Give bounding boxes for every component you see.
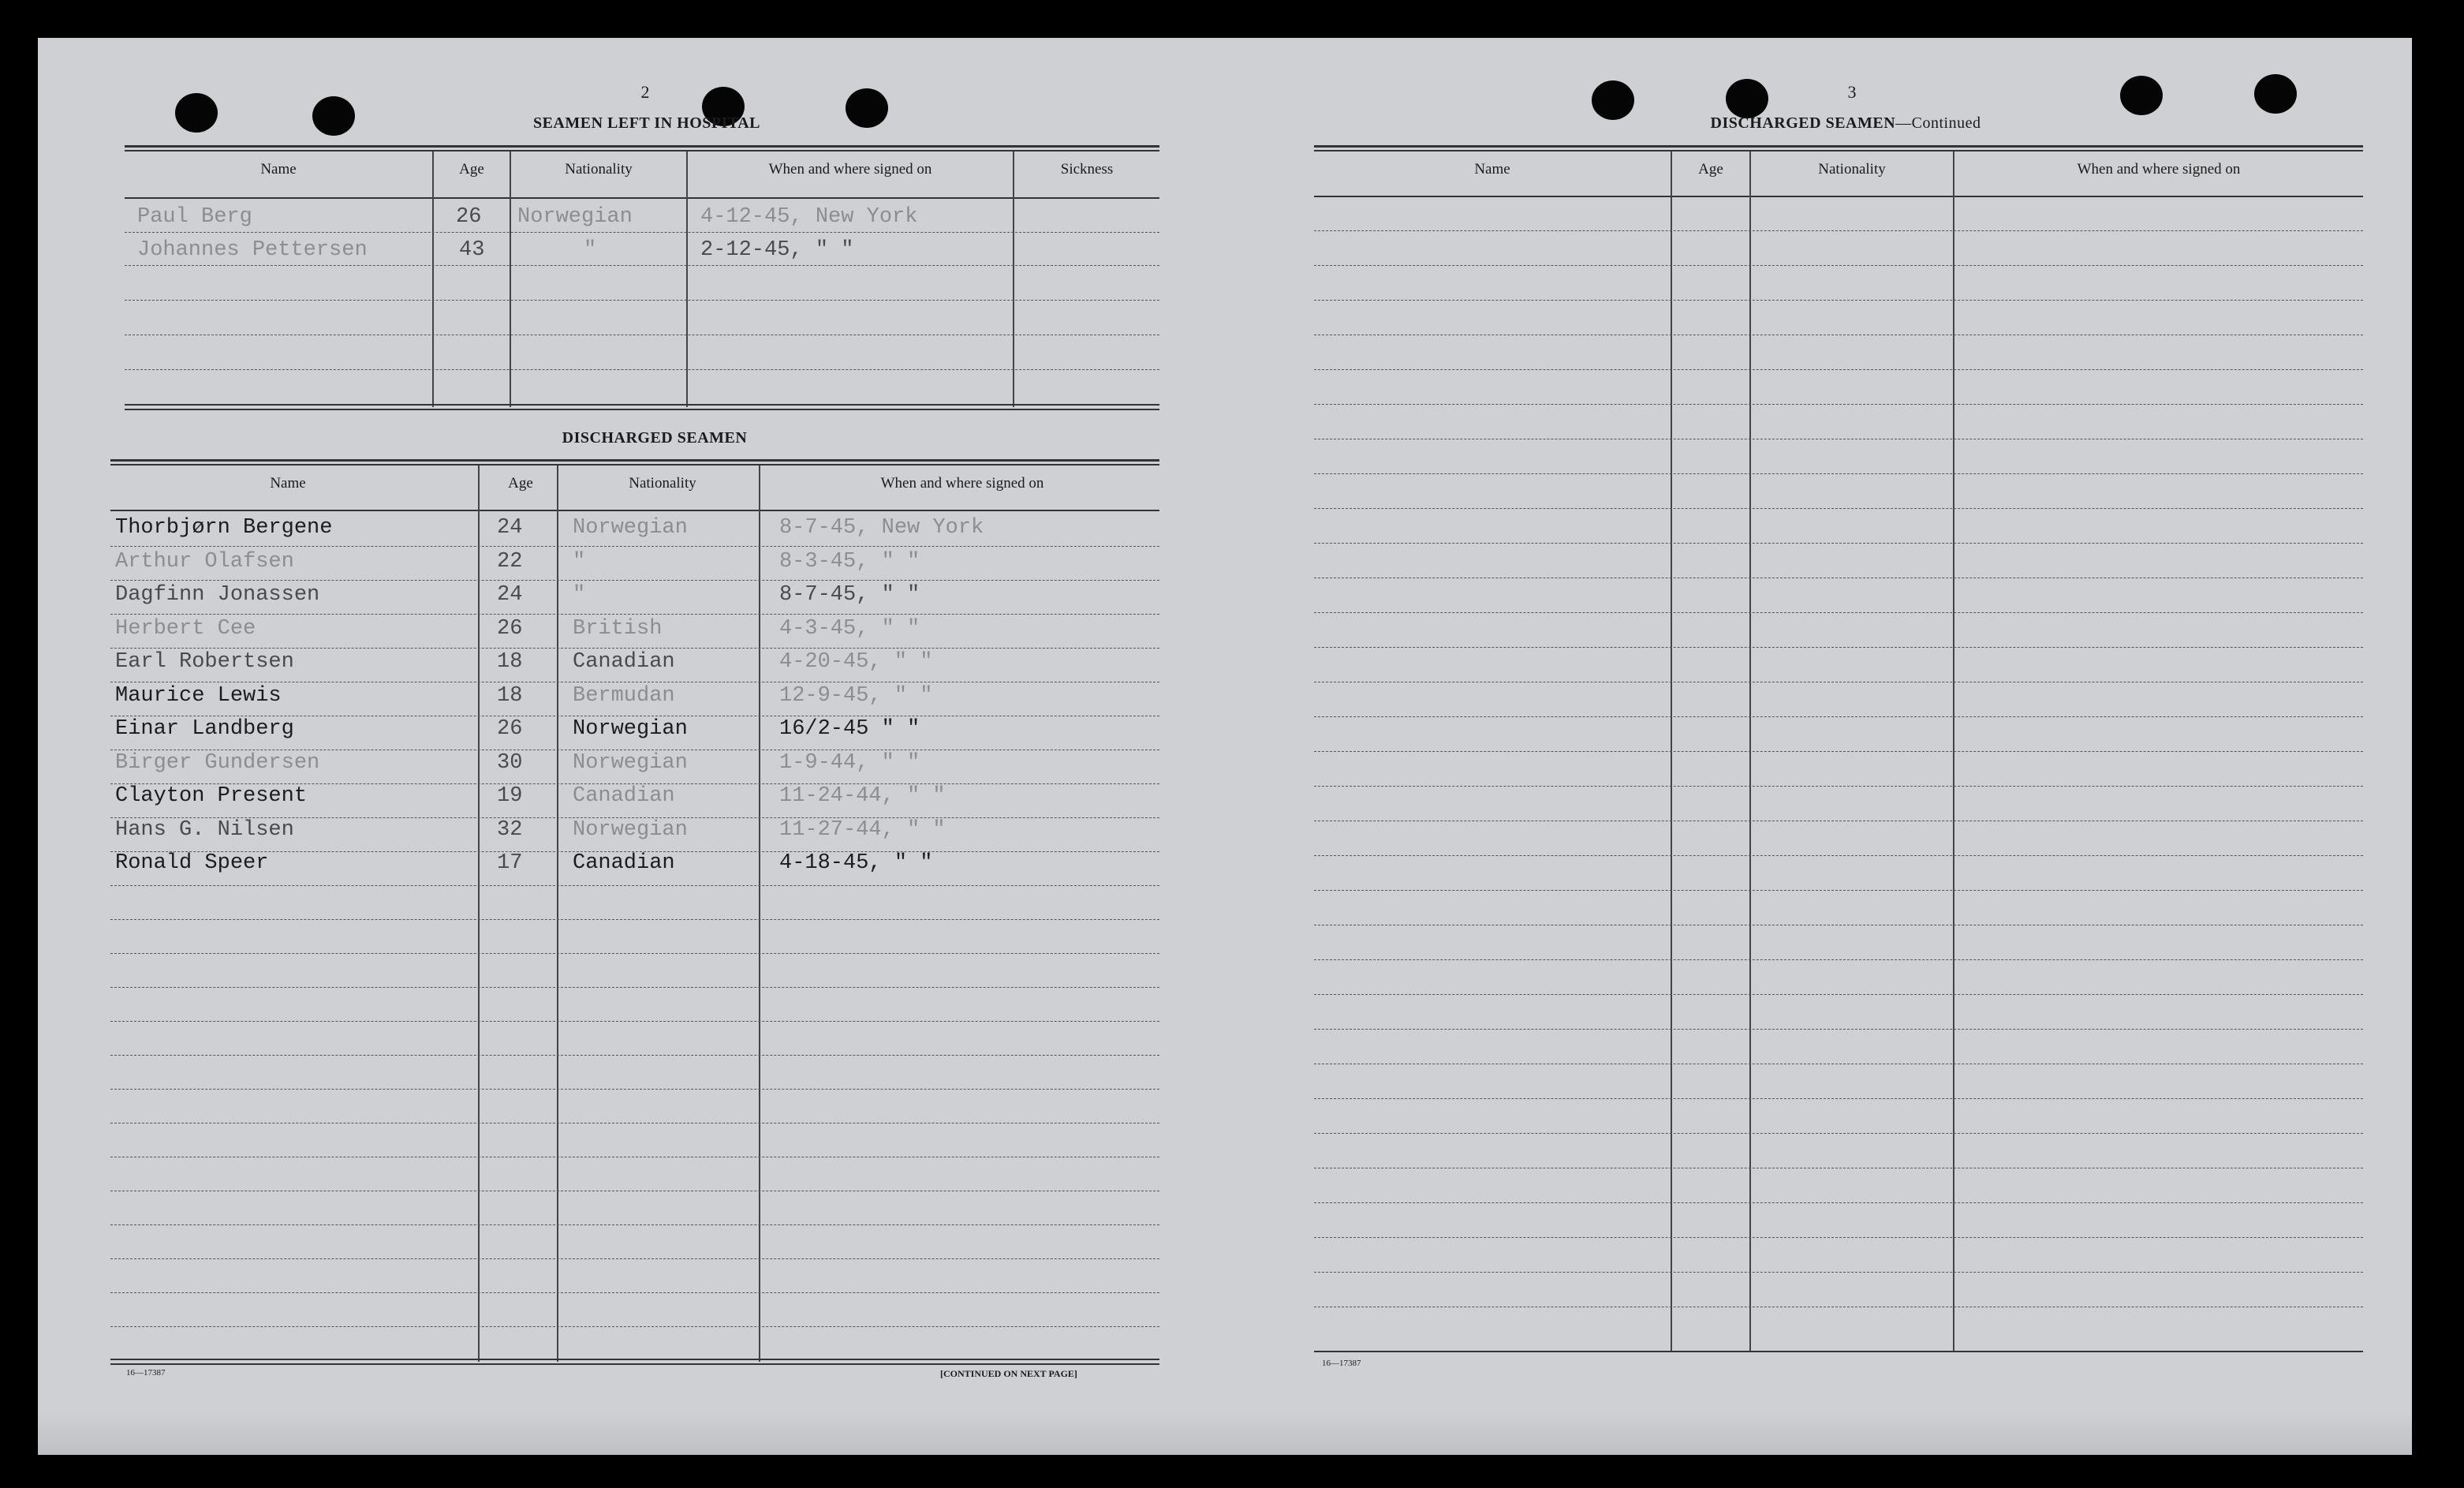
hospital-table bbox=[125, 145, 1159, 410]
row-line bbox=[1314, 959, 2363, 960]
row-line bbox=[110, 648, 1159, 649]
row-line bbox=[1314, 404, 2363, 405]
row-line bbox=[1314, 1029, 2363, 1030]
table-bottom-rule bbox=[125, 404, 1159, 406]
discharged-row-7-signed-on: 16/2-45 " " bbox=[779, 717, 920, 741]
column-header-name: Name bbox=[1474, 161, 1510, 178]
discharged-row-4-age: 26 bbox=[497, 616, 523, 641]
discharged-row-1-nationality: Norwegian bbox=[573, 516, 688, 540]
discharged-continued-title-suffix: —Continued bbox=[1895, 114, 1981, 132]
table-bottom-rule bbox=[110, 1359, 1159, 1360]
row-line bbox=[110, 1089, 1159, 1090]
discharged-row-7-age: 26 bbox=[497, 717, 523, 741]
row-line bbox=[110, 1021, 1159, 1022]
row-line bbox=[1314, 1133, 2363, 1134]
column-divider bbox=[1749, 151, 1751, 1352]
row-line bbox=[1314, 751, 2363, 752]
discharged-row-10-nationality: Norwegian bbox=[573, 817, 688, 842]
discharged-row-2-age: 22 bbox=[497, 549, 523, 574]
row-line bbox=[125, 265, 1159, 266]
continued-note: [CONTINUED ON NEXT PAGE] bbox=[940, 1368, 1077, 1379]
row-line bbox=[110, 953, 1159, 954]
hospital-row-1-age: 26 bbox=[456, 205, 482, 229]
discharged-row-9-name: Clayton Present bbox=[115, 784, 308, 808]
hospital-row-1-name: Paul Berg bbox=[137, 205, 252, 229]
discharged-row-3-age: 24 bbox=[497, 583, 523, 607]
discharged-row-6-age: 18 bbox=[497, 683, 523, 708]
row-line bbox=[110, 885, 1159, 886]
discharged-row-5-age: 18 bbox=[497, 650, 523, 674]
form-code-right: 16—17387 bbox=[1322, 1359, 1361, 1368]
discharged-continued-title bbox=[1656, 114, 2035, 133]
punch-hole bbox=[175, 93, 218, 133]
row-line bbox=[125, 232, 1159, 233]
discharged-row-3-nationality: " bbox=[573, 583, 586, 607]
discharged-row-3-signed-on: 8-7-45, " " bbox=[779, 583, 920, 607]
row-line bbox=[110, 987, 1159, 988]
row-line bbox=[110, 546, 1159, 547]
punch-hole bbox=[1726, 79, 1768, 118]
discharged-row-8-age: 30 bbox=[497, 750, 523, 775]
discharged-row-1-age: 24 bbox=[497, 516, 523, 540]
discharged-row-11-nationality: Canadian bbox=[573, 851, 675, 875]
row-line bbox=[1314, 473, 2363, 474]
discharged-row-1-signed-on: 8-7-45, New York bbox=[779, 516, 984, 540]
discharged-row-9-signed-on: 11-24-44, " " bbox=[779, 784, 946, 808]
column-header-signed-on: When and where signed on bbox=[768, 161, 932, 178]
discharged-row-5-signed-on: 4-20-45, " " bbox=[779, 650, 933, 674]
discharged-row-7-name: Einar Landberg bbox=[115, 717, 294, 741]
discharged-row-7-nationality: Norwegian bbox=[573, 717, 688, 741]
row-line bbox=[110, 1258, 1159, 1259]
discharged-row-11-name: Ronald Speer bbox=[115, 851, 269, 875]
column-divider bbox=[1671, 151, 1672, 1352]
column-divider bbox=[1953, 151, 1954, 1352]
discharged-row-9-nationality: Canadian bbox=[573, 784, 675, 808]
row-line bbox=[125, 369, 1159, 370]
row-line bbox=[1314, 1098, 2363, 1099]
discharged-row-8-nationality: Norwegian bbox=[573, 750, 688, 775]
row-line bbox=[1314, 508, 2363, 509]
discharged-row-2-nationality: " bbox=[573, 549, 586, 574]
row-line bbox=[110, 580, 1159, 581]
row-line bbox=[1314, 855, 2363, 856]
page-number-right: 3 bbox=[1847, 82, 1857, 102]
discharged-table bbox=[110, 459, 1159, 1366]
row-line bbox=[1314, 265, 2363, 266]
column-divider bbox=[759, 465, 760, 1362]
table-top-rule bbox=[125, 150, 1159, 151]
discharged-row-11-age: 17 bbox=[497, 851, 523, 875]
table-top-rule bbox=[125, 145, 1159, 148]
column-header-age: Age bbox=[508, 475, 533, 492]
row-line bbox=[1314, 1202, 2363, 1203]
row-line bbox=[125, 300, 1159, 301]
row-line bbox=[1314, 994, 2363, 995]
page-number-left: 2 bbox=[640, 82, 650, 102]
discharged-row-6-name: Maurice Lewis bbox=[115, 683, 282, 708]
table-top-rule bbox=[110, 459, 1159, 462]
row-line bbox=[1314, 1272, 2363, 1273]
table-top-rule bbox=[1314, 145, 2363, 148]
discharged-row-10-signed-on: 11-27-44, " " bbox=[779, 817, 946, 842]
row-line bbox=[110, 919, 1159, 920]
column-divider bbox=[557, 465, 558, 1362]
column-header-nationality: Nationality bbox=[1818, 161, 1886, 178]
table-bottom-rule bbox=[1314, 1351, 2363, 1352]
column-header-name: Name bbox=[260, 161, 297, 178]
row-line bbox=[1314, 716, 2363, 717]
discharged-row-10-age: 32 bbox=[497, 817, 523, 842]
row-line bbox=[110, 1055, 1159, 1056]
column-header-sickness: Sickness bbox=[1060, 161, 1114, 178]
hospital-row-2-name: Johannes Pettersen bbox=[137, 238, 368, 262]
discharged-row-8-signed-on: 1-9-44, " " bbox=[779, 750, 920, 775]
row-line bbox=[110, 1224, 1159, 1225]
column-header-age: Age bbox=[459, 161, 484, 178]
punch-hole bbox=[846, 88, 888, 128]
discharged-continued-table bbox=[1314, 145, 2363, 1354]
discharged-row-2-signed-on: 8-3-45, " " bbox=[779, 549, 920, 574]
column-header-nationality: Nationality bbox=[565, 161, 633, 178]
hospital-row-1-nationality: Norwegian bbox=[517, 205, 633, 229]
column-header-nationality: Nationality bbox=[629, 475, 696, 492]
form-code-left: 16—17387 bbox=[126, 1368, 166, 1378]
discharged-row-4-nationality: British bbox=[573, 616, 663, 641]
discharged-row-10-name: Hans G. Nilsen bbox=[115, 817, 294, 842]
row-line bbox=[1314, 1237, 2363, 1238]
header-rule bbox=[125, 197, 1159, 199]
row-line bbox=[1314, 647, 2363, 648]
discharged-continued-title-main: DISCHARGED SEAMEN bbox=[1710, 114, 1896, 132]
hospital-row-2-nationality: " bbox=[584, 238, 597, 262]
table-top-rule bbox=[1314, 150, 2363, 151]
discharged-row-11-signed-on: 4-18-45, " " bbox=[779, 851, 933, 875]
discharged-row-9-age: 19 bbox=[497, 784, 523, 808]
row-line bbox=[110, 1292, 1159, 1293]
sheet-shadow bbox=[38, 1412, 2412, 1455]
discharged-row-3-name: Dagfinn Jonassen bbox=[115, 583, 320, 607]
discharged-row-4-signed-on: 4-3-45, " " bbox=[779, 616, 920, 641]
table-bottom-rule bbox=[125, 409, 1159, 410]
row-line bbox=[1314, 300, 2363, 301]
discharged-row-8-name: Birger Gundersen bbox=[115, 750, 320, 775]
discharged-row-5-name: Earl Robertsen bbox=[115, 650, 294, 674]
discharged-row-5-nationality: Canadian bbox=[573, 650, 675, 674]
discharged-row-6-signed-on: 12-9-45, " " bbox=[779, 683, 933, 708]
discharged-row-1-name: Thorbjørn Bergene bbox=[115, 516, 333, 540]
header-rule bbox=[1314, 196, 2363, 197]
column-divider bbox=[478, 465, 480, 1362]
table-top-rule bbox=[110, 464, 1159, 465]
hospital-row-1-signed-on: 4-12-45, New York bbox=[700, 205, 918, 229]
row-line bbox=[110, 614, 1159, 615]
punch-hole bbox=[2120, 76, 2163, 115]
column-header-age: Age bbox=[1698, 161, 1723, 178]
row-line bbox=[1314, 369, 2363, 370]
table-bottom-rule bbox=[110, 1363, 1159, 1365]
header-rule bbox=[110, 510, 1159, 511]
punch-hole bbox=[2254, 74, 2297, 114]
row-line bbox=[110, 1326, 1159, 1327]
row-line bbox=[1314, 890, 2363, 891]
punch-hole bbox=[1592, 80, 1634, 120]
punch-hole bbox=[312, 96, 355, 136]
discharged-section-title: DISCHARGED SEAMEN bbox=[562, 429, 748, 447]
hospital-row-2-signed-on: 2-12-45, " " bbox=[700, 238, 854, 262]
column-header-name: Name bbox=[270, 475, 306, 492]
row-line bbox=[1314, 786, 2363, 787]
row-line bbox=[1314, 230, 2363, 231]
discharged-row-4-name: Herbert Cee bbox=[115, 616, 256, 641]
column-header-signed-on: When and where signed on bbox=[2077, 161, 2241, 178]
hospital-row-2-age: 43 bbox=[459, 238, 485, 262]
hospital-section-title: SEAMEN LEFT IN HOSPITAL bbox=[532, 114, 761, 132]
discharged-row-6-nationality: Bermudan bbox=[573, 683, 675, 708]
row-line bbox=[1314, 612, 2363, 613]
column-header-signed-on: When and where signed on bbox=[880, 475, 1044, 492]
discharged-row-2-name: Arthur Olafsen bbox=[115, 549, 294, 574]
row-line bbox=[1314, 543, 2363, 544]
